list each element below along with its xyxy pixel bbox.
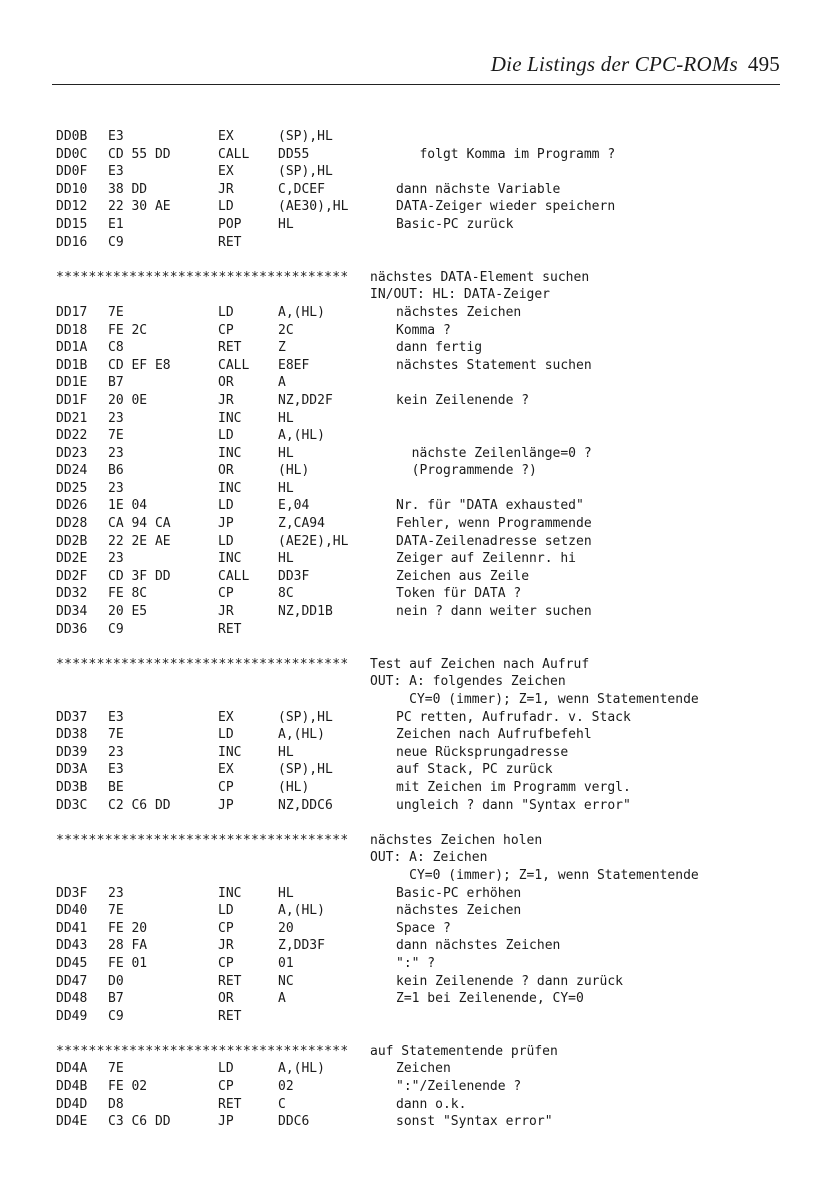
line-hex-bytes: C3 C6 DD [108, 1114, 171, 1130]
listing-line [56, 621, 796, 639]
line-address: DD38 [56, 727, 88, 743]
line-operand: A,(HL) [278, 1061, 325, 1077]
section-gap [56, 638, 796, 656]
line-hex-bytes: C9 [108, 234, 124, 250]
line-hex-bytes: B6 [108, 463, 124, 479]
line-mnemonic: CP [218, 1079, 234, 1095]
line-operand: DD3F [278, 568, 310, 584]
listing-line [56, 427, 796, 445]
line-address: DD37 [56, 709, 88, 725]
listing-line [56, 744, 796, 762]
line-operand: NZ,DD1B [278, 604, 333, 620]
line-address: DD3F [56, 885, 88, 901]
listing-line [56, 322, 796, 340]
line-comment: PC retten, Aufrufadr. v. Stack [396, 709, 631, 725]
line-mnemonic: INC [218, 445, 242, 461]
line-comment: kein Zeilenende ? dann zurück [396, 973, 623, 989]
line-address: DD4D [56, 1096, 88, 1112]
separator-stars: ************************************ [56, 832, 349, 848]
listing-line [56, 779, 796, 797]
line-hex-bytes: 38 DD [108, 181, 148, 197]
section-heading: CY=0 (immer); Z=1, wenn Statementende [370, 692, 699, 707]
line-hex-bytes: FE 8C [108, 586, 148, 602]
listing-line [56, 1096, 796, 1114]
line-mnemonic: INC [218, 551, 242, 567]
line-hex-bytes: BE [108, 779, 124, 795]
line-address: DD17 [56, 304, 88, 320]
line-address: DD45 [56, 955, 88, 971]
line-operand: C [278, 1096, 286, 1112]
line-mnemonic: LD [218, 727, 234, 743]
line-comment: sonst "Syntax error" [396, 1114, 553, 1130]
line-hex-bytes: 7E [108, 428, 124, 444]
line-operand: (HL) [278, 463, 310, 479]
line-operand: 02 [278, 1079, 294, 1095]
line-address: DD34 [56, 604, 88, 620]
listing-line [56, 920, 796, 938]
line-operand: DDC6 [278, 1114, 310, 1130]
line-mnemonic: RET [218, 621, 242, 637]
line-mnemonic: LD [218, 903, 234, 919]
line-hex-bytes: 20 E5 [108, 604, 148, 620]
line-hex-bytes: CD EF E8 [108, 357, 171, 373]
listing-line [56, 1113, 796, 1131]
line-operand: HL [278, 480, 294, 496]
listing-line [56, 973, 796, 991]
listing-line [56, 1078, 796, 1096]
line-comment: nächste Zeilenlänge=0 ? [396, 445, 592, 461]
line-operand: Z,DD3F [278, 938, 325, 954]
line-operand: (SP),HL [278, 709, 333, 725]
section-heading: OUT: A: Zeichen [370, 850, 488, 866]
line-comment: ":"/Zeilenende ? [396, 1079, 522, 1095]
line-mnemonic: JP [218, 797, 234, 813]
line-operand: HL [278, 744, 294, 760]
section-heading-row [56, 867, 796, 885]
section-heading-row [56, 1043, 796, 1061]
listing-line [56, 497, 796, 515]
line-mnemonic: CP [218, 779, 234, 795]
line-hex-bytes: 23 [108, 410, 124, 426]
line-address: DD28 [56, 516, 88, 532]
line-address: DD4A [56, 1061, 88, 1077]
line-operand: 20 [278, 920, 294, 936]
line-operand: A,(HL) [278, 304, 325, 320]
line-address: DD3A [56, 762, 88, 778]
line-operand: (HL) [278, 779, 310, 795]
line-mnemonic: OR [218, 375, 234, 391]
line-address: DD18 [56, 322, 88, 338]
page-number: 495 [747, 52, 780, 76]
line-operand: E8EF [278, 357, 310, 373]
section-heading: CY=0 (immer); Z=1, wenn Statementende [370, 867, 699, 883]
section-heading: auf Statementende prüfen [370, 1043, 558, 1059]
line-operand: Z,CA94 [278, 516, 325, 532]
line-hex-bytes: 7E [108, 1061, 124, 1077]
listing-line [56, 902, 796, 920]
listing-line [56, 392, 796, 410]
listing-line [56, 585, 796, 603]
line-mnemonic: RET [218, 973, 242, 989]
line-mnemonic: RET [218, 1008, 242, 1024]
line-address: DD1F [56, 392, 88, 408]
line-hex-bytes: FE 20 [108, 920, 148, 936]
listing-line [56, 568, 796, 586]
listing-line [56, 990, 796, 1008]
line-comment: DATA-Zeiger wieder speichern [396, 199, 616, 215]
line-comment: Zeichen [396, 1061, 451, 1077]
line-mnemonic: JR [218, 938, 234, 954]
section-gap [56, 1025, 796, 1043]
section-heading-row [56, 673, 796, 691]
line-mnemonic: JP [218, 516, 234, 532]
line-hex-bytes: 23 [108, 445, 124, 461]
line-address: DD1A [56, 340, 88, 356]
line-mnemonic: JR [218, 392, 234, 408]
line-comment: DATA-Zeilenadresse setzen [396, 533, 592, 549]
line-operand: 8C [278, 586, 294, 602]
line-mnemonic: LD [218, 498, 234, 514]
line-address: DD40 [56, 903, 88, 919]
listing-line [56, 480, 796, 498]
line-comment: nächstes Zeichen [396, 304, 522, 320]
line-address: DD3C [56, 797, 88, 813]
line-mnemonic: CP [218, 955, 234, 971]
line-address: DD22 [56, 428, 88, 444]
line-mnemonic: JP [218, 1114, 234, 1130]
line-hex-bytes: 20 0E [108, 392, 148, 408]
line-address: DD12 [56, 199, 88, 215]
section-heading-row [56, 286, 796, 304]
line-comment: dann nächstes Zeichen [396, 938, 561, 954]
line-hex-bytes: 23 [108, 551, 124, 567]
line-hex-bytes: C9 [108, 621, 124, 637]
line-hex-bytes: CA 94 CA [108, 516, 171, 532]
line-operand: NZ,DDC6 [278, 797, 333, 813]
line-operand: (AE2E),HL [278, 533, 349, 549]
listing-line [56, 339, 796, 357]
section-heading: nächstes Zeichen holen [370, 832, 543, 848]
line-address: DD36 [56, 621, 88, 637]
line-operand: HL [278, 551, 294, 567]
line-comment: Nr. für "DATA exhausted" [396, 498, 584, 514]
line-address: DD0B [56, 129, 88, 144]
line-address: DD49 [56, 1008, 88, 1024]
section-heading-row [56, 269, 796, 287]
header-rule [52, 84, 780, 85]
line-mnemonic: POP [218, 216, 242, 232]
line-operand: HL [278, 885, 294, 901]
line-mnemonic: CALL [218, 146, 250, 162]
line-address: DD2E [56, 551, 88, 567]
line-operand: (AE30),HL [278, 199, 349, 215]
line-comment: Fehler, wenn Programmende [396, 516, 592, 532]
line-mnemonic: CALL [218, 568, 250, 584]
line-comment: Zeichen nach Aufrufbefehl [396, 727, 592, 743]
line-hex-bytes: 1E 04 [108, 498, 148, 514]
section-heading-row [56, 691, 796, 709]
line-comment: nächstes Zeichen [396, 903, 522, 919]
line-hex-bytes: C8 [108, 340, 124, 356]
listing-line [56, 304, 796, 322]
section-heading: nächstes DATA-Element suchen [370, 269, 590, 285]
line-address: DD0C [56, 146, 88, 162]
line-mnemonic: CP [218, 586, 234, 602]
line-hex-bytes: E3 [108, 709, 124, 725]
line-comment: Space ? [396, 920, 451, 936]
line-comment: auf Stack, PC zurück [396, 762, 553, 778]
listing-line [56, 146, 796, 164]
line-mnemonic: LD [218, 199, 234, 215]
line-hex-bytes: B7 [108, 991, 124, 1007]
line-comment: ":" ? [396, 955, 436, 971]
line-hex-bytes: FE 02 [108, 1079, 148, 1095]
line-hex-bytes: E3 [108, 762, 124, 778]
line-hex-bytes: 22 2E AE [108, 533, 171, 549]
listing-line [56, 603, 796, 621]
line-address: DD32 [56, 586, 88, 602]
listing-line [56, 374, 796, 392]
line-mnemonic: LD [218, 1061, 234, 1077]
listing-line [56, 515, 796, 533]
line-address: DD2B [56, 533, 88, 549]
separator-stars: ************************************ [56, 656, 349, 672]
line-address: DD48 [56, 991, 88, 1007]
line-operand: 2C [278, 322, 294, 338]
line-hex-bytes: E1 [108, 216, 124, 232]
line-operand: HL [278, 445, 294, 461]
section-heading: IN/OUT: HL: DATA-Zeiger [370, 287, 551, 303]
listing-line [56, 234, 796, 252]
line-mnemonic: INC [218, 410, 242, 426]
line-mnemonic: INC [218, 744, 242, 760]
line-hex-bytes: C9 [108, 1008, 124, 1024]
line-operand: A,(HL) [278, 903, 325, 919]
line-operand: NZ,DD2F [278, 392, 333, 408]
line-hex-bytes: CD 3F DD [108, 568, 171, 584]
section-heading-row [56, 656, 796, 674]
line-comment: dann o.k. [396, 1096, 467, 1112]
line-operand: (SP),HL [278, 129, 333, 144]
line-address: DD25 [56, 480, 88, 496]
line-operand: (SP),HL [278, 762, 333, 778]
listing-line [56, 885, 796, 903]
line-operand: A,(HL) [278, 727, 325, 743]
line-comment: kein Zeilenende ? [396, 392, 530, 408]
listing-line [56, 726, 796, 744]
line-mnemonic: EX [218, 164, 234, 180]
running-header [50, 52, 780, 82]
line-hex-bytes: E3 [108, 164, 124, 180]
line-address: DD4E [56, 1114, 88, 1130]
line-operand: E,04 [278, 498, 310, 514]
line-mnemonic: EX [218, 709, 234, 725]
line-operand: C,DCEF [278, 181, 325, 197]
line-address: DD43 [56, 938, 88, 954]
line-mnemonic: JR [218, 604, 234, 620]
listing-line [56, 462, 796, 480]
line-mnemonic: JR [218, 181, 234, 197]
line-comment: folgt Komma im Programm ? [396, 146, 616, 162]
listing-line [56, 216, 796, 234]
line-comment: ungleich ? dann "Syntax error" [396, 797, 631, 813]
line-comment: (Programmende ?) [396, 463, 537, 479]
listing-line [56, 410, 796, 428]
line-address: DD15 [56, 216, 88, 232]
separator-stars: ************************************ [56, 1043, 349, 1059]
listing-line [56, 198, 796, 216]
line-address: DD26 [56, 498, 88, 514]
separator-stars: ************************************ [56, 269, 349, 285]
line-operand: Z [278, 340, 286, 356]
line-address: DD16 [56, 234, 88, 250]
listing-line [56, 163, 796, 181]
line-operand: HL [278, 410, 294, 426]
line-address: DD1B [56, 357, 88, 373]
line-hex-bytes: CD 55 DD [108, 146, 171, 162]
line-operand: A,(HL) [278, 428, 325, 444]
line-hex-bytes: D8 [108, 1096, 124, 1112]
line-comment: nächstes Statement suchen [396, 357, 592, 373]
line-comment: Token für DATA ? [396, 586, 522, 602]
line-address: DD3B [56, 779, 88, 795]
line-mnemonic: OR [218, 991, 234, 1007]
line-hex-bytes: 28 FA [108, 938, 148, 954]
line-mnemonic: LD [218, 428, 234, 444]
line-address: DD21 [56, 410, 88, 426]
listing-line [56, 955, 796, 973]
line-address: DD1E [56, 375, 88, 391]
line-address: DD24 [56, 463, 88, 479]
line-hex-bytes: 7E [108, 903, 124, 919]
line-hex-bytes: 23 [108, 885, 124, 901]
line-mnemonic: RET [218, 340, 242, 356]
section-gap [56, 814, 796, 832]
line-mnemonic: RET [218, 234, 242, 250]
line-operand: A [278, 991, 286, 1007]
line-hex-bytes: C2 C6 DD [108, 797, 171, 813]
line-mnemonic: RET [218, 1096, 242, 1112]
line-comment: dann fertig [396, 340, 483, 356]
assembly-listing [56, 128, 796, 1131]
line-comment: Zeiger auf Zeilennr. hi [396, 551, 577, 567]
section-gap [56, 251, 796, 269]
line-mnemonic: CP [218, 322, 234, 338]
line-mnemonic: LD [218, 533, 234, 549]
listing-line [56, 181, 796, 199]
listing-line [56, 761, 796, 779]
line-comment: mit Zeichen im Programm vergl. [396, 779, 631, 795]
header-title: Die Listings der CPC-ROMs [490, 52, 738, 76]
line-hex-bytes: E3 [108, 129, 124, 144]
listing-line [56, 550, 796, 568]
line-operand: HL [278, 216, 294, 232]
line-mnemonic: EX [218, 762, 234, 778]
line-mnemonic: CALL [218, 357, 250, 373]
line-hex-bytes: 23 [108, 744, 124, 760]
listing-line [56, 709, 796, 727]
line-comment: nein ? dann weiter suchen [396, 604, 592, 620]
line-mnemonic: CP [218, 920, 234, 936]
line-comment: dann nächste Variable [396, 181, 561, 197]
line-comment: neue Rücksprungadresse [396, 744, 569, 760]
listing-line [56, 797, 796, 815]
line-mnemonic: INC [218, 885, 242, 901]
section-heading-row [56, 849, 796, 867]
line-operand: 01 [278, 955, 294, 971]
line-mnemonic: EX [218, 129, 234, 144]
line-address: DD23 [56, 445, 88, 461]
line-comment: Basic-PC erhöhen [396, 885, 522, 901]
line-address: DD10 [56, 181, 88, 197]
line-operand: NC [278, 973, 294, 989]
line-address: DD41 [56, 920, 88, 936]
listing-line [56, 357, 796, 375]
listing-line [56, 445, 796, 463]
listing-line [56, 128, 796, 146]
line-address: DD39 [56, 744, 88, 760]
line-comment: Z=1 bei Zeilenende, CY=0 [396, 991, 584, 1007]
line-address: DD4B [56, 1079, 88, 1095]
line-hex-bytes: FE 01 [108, 955, 148, 971]
section-heading-row [56, 832, 796, 850]
line-mnemonic: INC [218, 480, 242, 496]
line-address: DD0F [56, 164, 88, 180]
line-comment: Basic-PC zurück [396, 216, 514, 232]
line-hex-bytes: B7 [108, 375, 124, 391]
section-heading: OUT: A: folgendes Zeichen [370, 674, 566, 690]
line-operand: DD55 [278, 146, 310, 162]
line-mnemonic: LD [218, 304, 234, 320]
line-hex-bytes: 7E [108, 304, 124, 320]
line-hex-bytes: 7E [108, 727, 124, 743]
listing-line [56, 533, 796, 551]
listing-line [56, 1060, 796, 1078]
line-mnemonic: OR [218, 463, 234, 479]
line-hex-bytes: 22 30 AE [108, 199, 171, 215]
line-operand: (SP),HL [278, 164, 333, 180]
line-hex-bytes: FE 2C [108, 322, 148, 338]
line-hex-bytes: D0 [108, 973, 124, 989]
line-comment: Komma ? [396, 322, 451, 338]
line-hex-bytes: 23 [108, 480, 124, 496]
line-comment: Zeichen aus Zeile [396, 568, 530, 584]
section-heading: Test auf Zeichen nach Aufruf [370, 656, 590, 672]
listing-line [56, 1008, 796, 1026]
line-address: DD2F [56, 568, 88, 584]
line-operand: A [278, 375, 286, 391]
line-address: DD47 [56, 973, 88, 989]
listing-line [56, 937, 796, 955]
